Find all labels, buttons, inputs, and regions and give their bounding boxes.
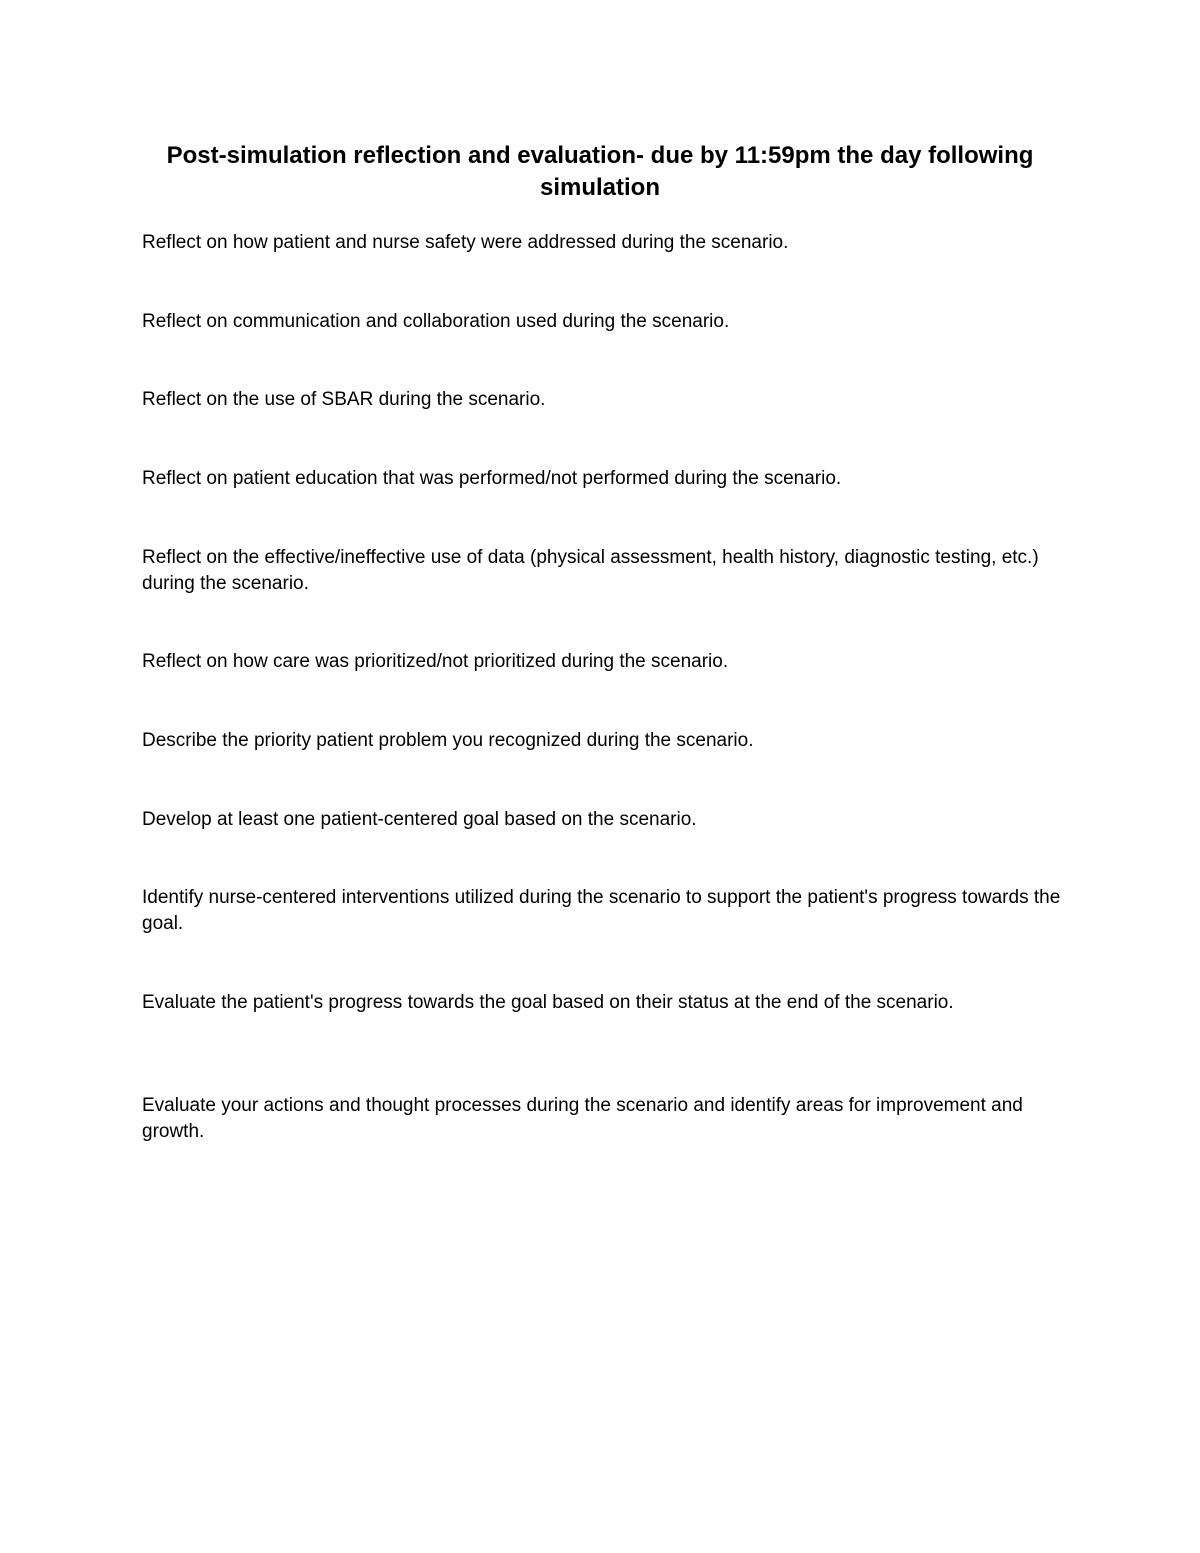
prompt-self-evaluation: Evaluate your actions and thought processes during the scenario and identify areas for improvement and growth. [142, 1095, 1023, 1142]
prompt-sbar: Reflect on the use of SBAR during the scenario. [142, 389, 546, 410]
page-title: Post-simulation reflection and evaluation- due by 11:59pm the day following simulation [166, 142, 1034, 201]
prompt-patient-goal: Develop at least one patient-centered goal based on the scenario. [142, 809, 697, 830]
prompt-priority-problem: Describe the priority patient problem you recognized during the scenario. [142, 730, 754, 751]
prompt-patient-education: Reflect on patient education that was performed/not performed during the scenario. [142, 468, 842, 489]
prompt-interventions: Identify nurse-centered interventions utilized during the scenario to support the patient's progress towards the goal. [142, 887, 1061, 934]
prompt-use-of-data: Reflect on the effective/ineffective use of data (physical assessment, health history, diagnostic testing, etc.) during the scenario. [142, 547, 1039, 594]
prompt-safety: Reflect on how patient and nurse safety were addressed during the scenario. [142, 232, 789, 253]
prompt-evaluate-progress: Evaluate the patient's progress towards the goal based on their status at the end of the scenario. [142, 992, 954, 1013]
prompt-prioritization: Reflect on how care was prioritized/not prioritized during the scenario. [142, 651, 729, 672]
prompt-communication: Reflect on communication and collaboration used during the scenario. [142, 311, 730, 332]
